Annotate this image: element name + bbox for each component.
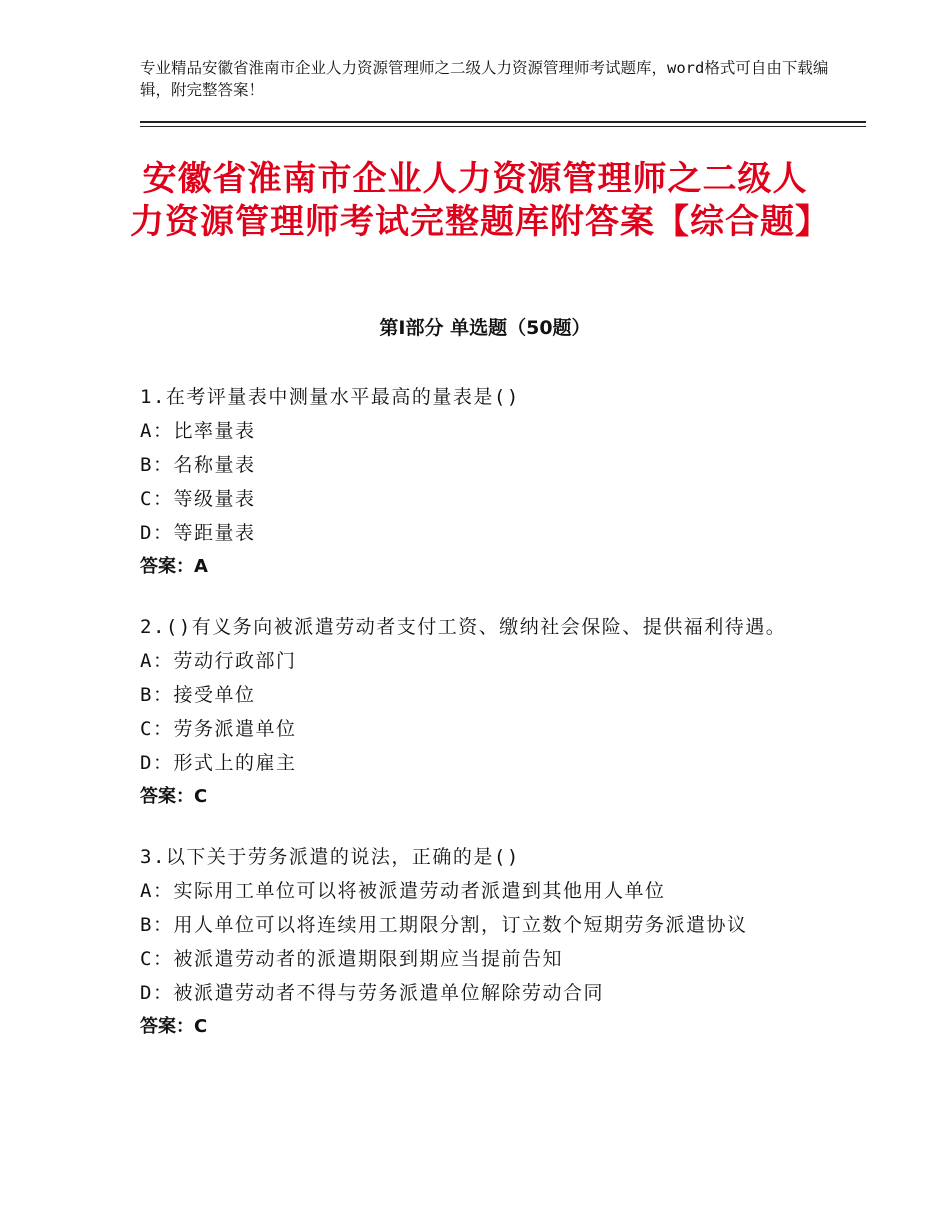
header-note: 专业精品安徽省淮南市企业人力资源管理师之二级人力资源管理师考试题库，word格式可自由下载编辑，附完整答案！ xyxy=(140,59,829,99)
answer-line: 答案：A xyxy=(140,556,208,577)
option-d: D：形式上的雇主 xyxy=(140,752,297,774)
document-title: 安徽省淮南市企业人力资源管理师之二级人力资源管理师考试完整题库附答案【综合题】 xyxy=(130,159,830,242)
question-list xyxy=(140,382,830,1072)
question-2 xyxy=(140,612,830,812)
question-stem: 3.以下关于劳务派遣的说法，正确的是() xyxy=(140,846,520,868)
option-b: B：用人单位可以将连续用工期限分割，订立数个短期劳务派遣协议 xyxy=(140,914,748,936)
question-stem: 1.在考评量表中测量水平最高的量表是() xyxy=(140,386,520,408)
question-stem: 2.()有义务向被派遣劳动者支付工资、缴纳社会保险、提供福利待遇。 xyxy=(140,616,787,638)
question-3 xyxy=(140,842,830,1042)
option-c: C：等级量表 xyxy=(140,488,256,510)
header-rule-thin xyxy=(140,126,866,127)
question-1 xyxy=(140,382,830,582)
option-c: C：劳务派遣单位 xyxy=(140,718,297,740)
answer-line: 答案：C xyxy=(140,786,208,807)
option-d: D：被派遣劳动者不得与劳务派遣单位解除劳动合同 xyxy=(140,982,604,1004)
option-b: B：名称量表 xyxy=(140,454,256,476)
header-rule-thick xyxy=(140,121,866,123)
answer-line: 答案：C xyxy=(140,1016,208,1037)
section-title: 第Ⅰ部分 单选题（50题） xyxy=(379,317,591,339)
option-d: D：等距量表 xyxy=(140,522,256,544)
option-a: A：劳动行政部门 xyxy=(140,650,297,672)
option-a: A：比率量表 xyxy=(140,420,256,442)
option-c: C：被派遣劳动者的派遣期限到期应当提前告知 xyxy=(140,948,563,970)
option-b: B：接受单位 xyxy=(140,684,256,706)
option-a: A：实际用工单位可以将被派遣劳动者派遣到其他用人单位 xyxy=(140,880,666,902)
